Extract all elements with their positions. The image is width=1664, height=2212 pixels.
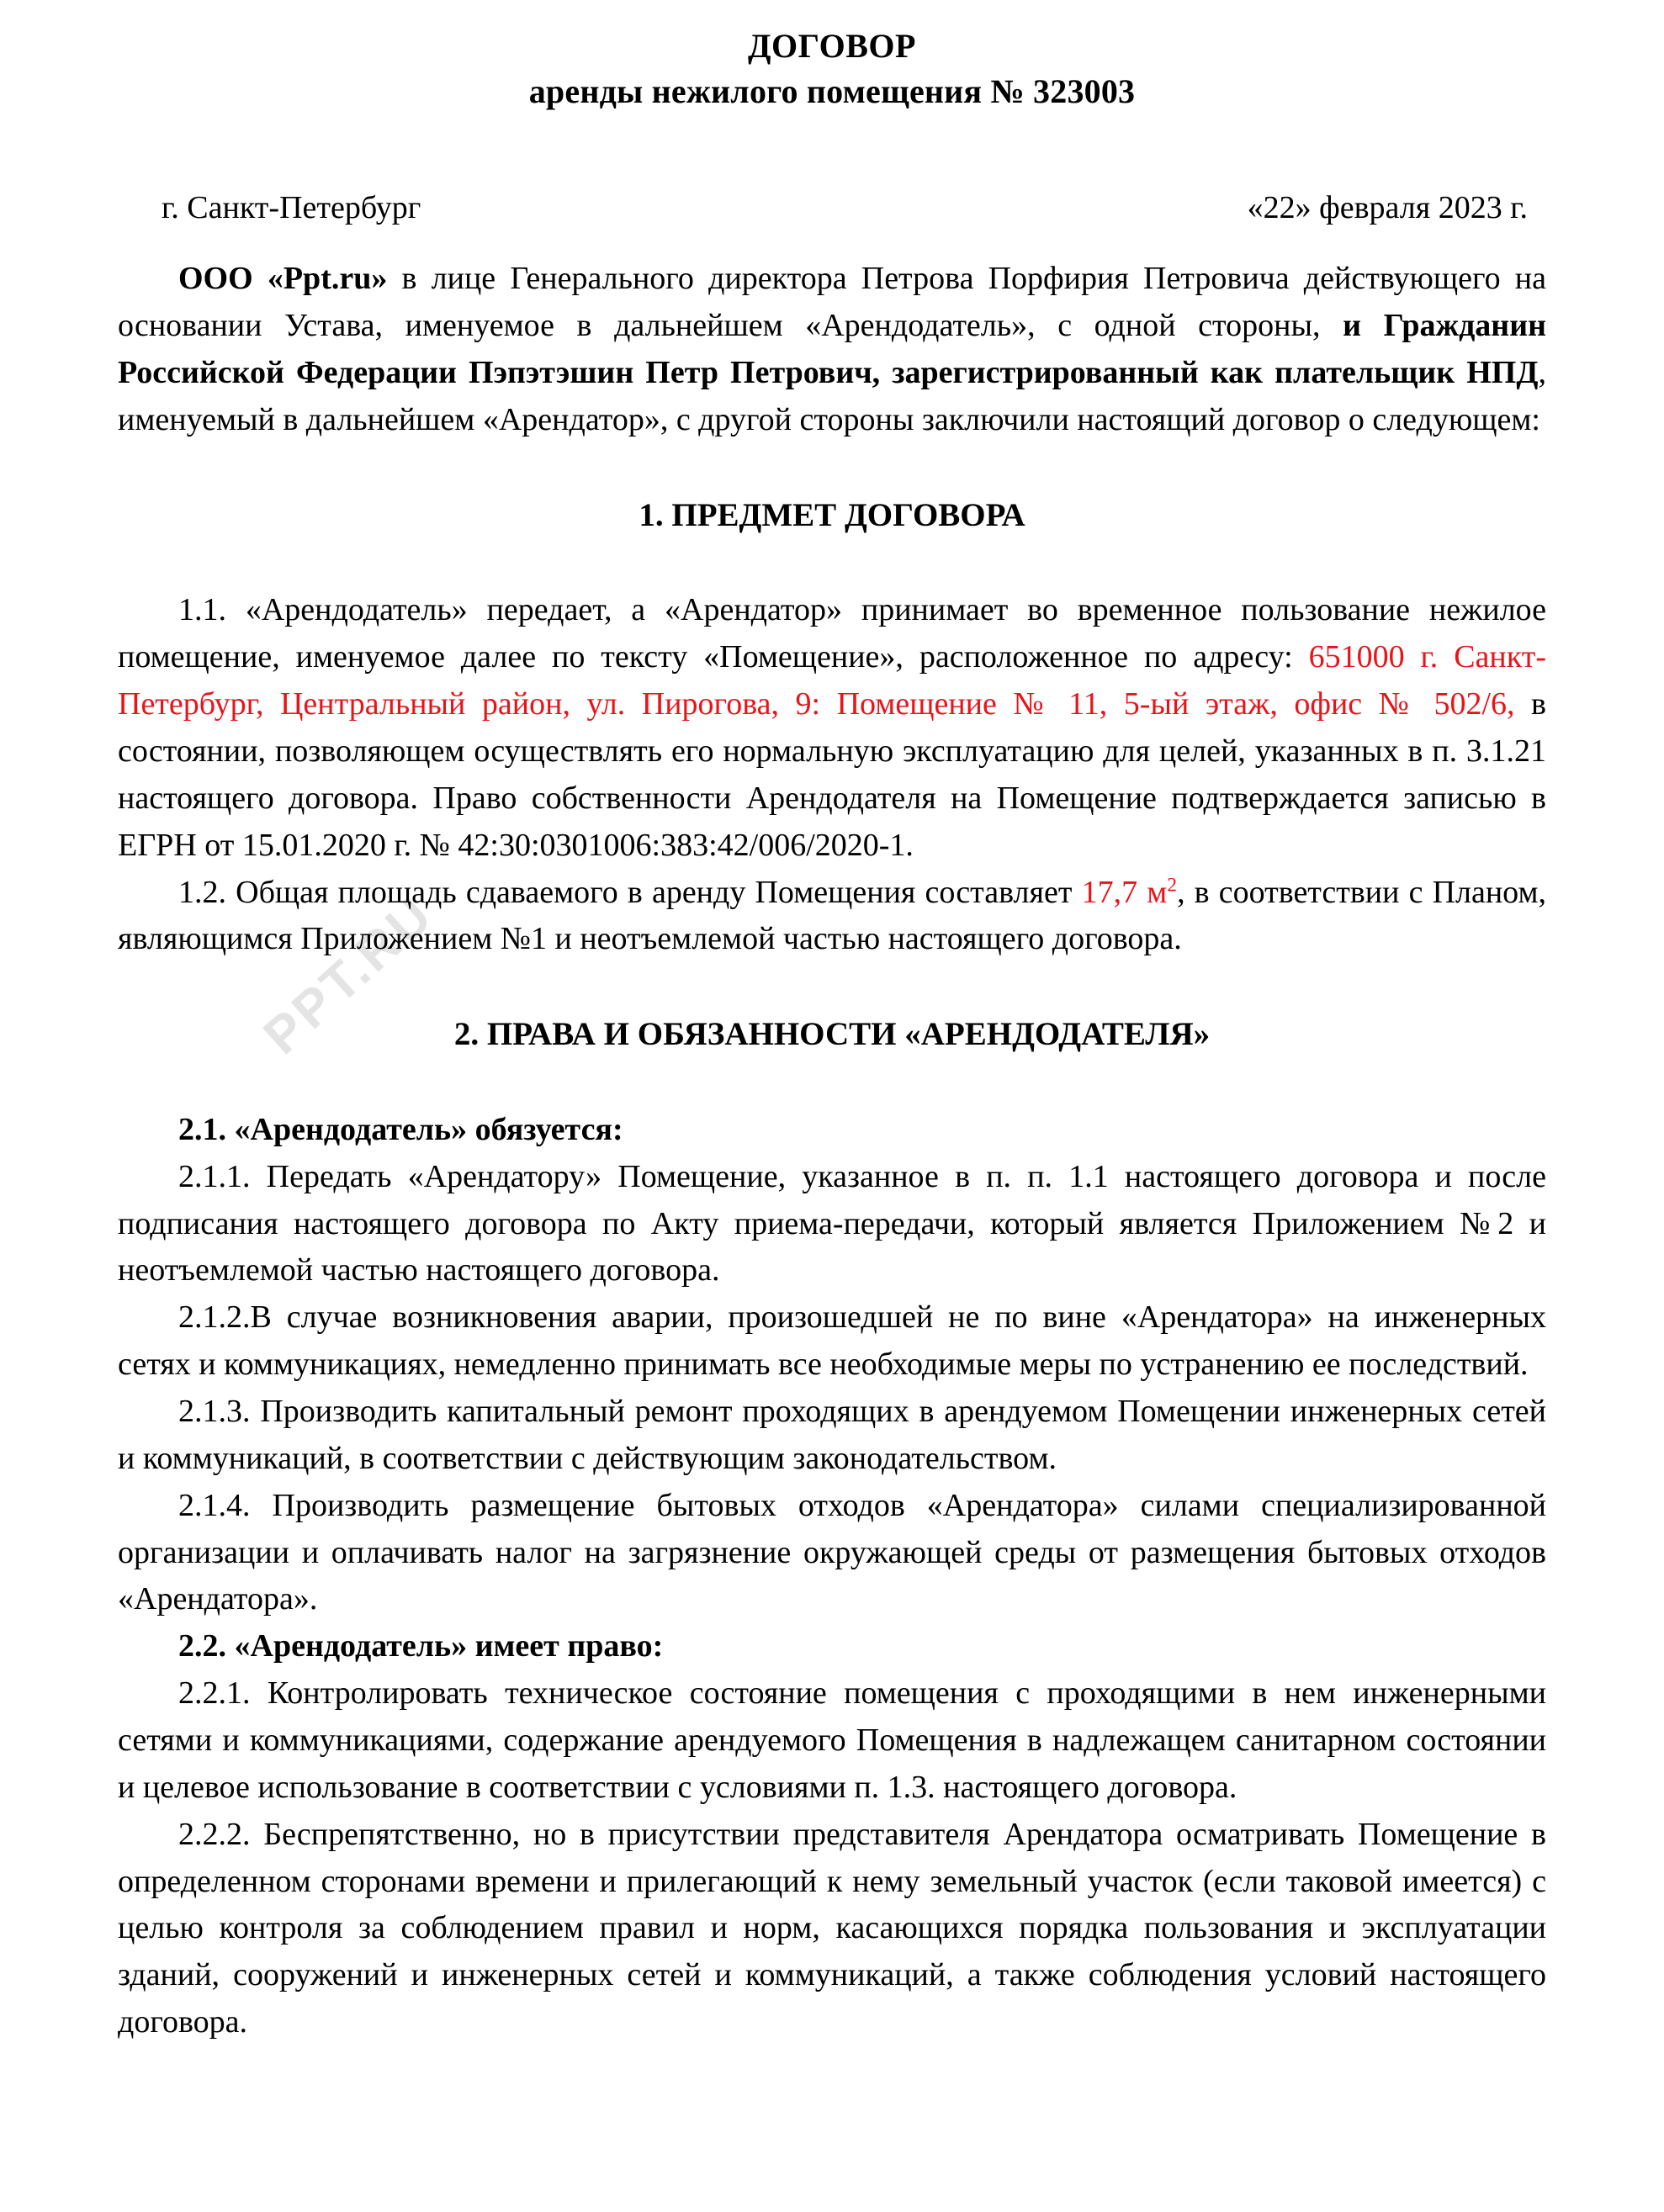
- section-heading-2: 2. ПРАВА И ОБЯЗАННОСТИ «АРЕНДОДАТЕЛЯ»: [453, 1016, 1211, 1053]
- document-content: [118, 24, 1546, 2046]
- clause-1-2-area: 17,7 м: [1081, 874, 1168, 910]
- clause-2-1-2: 2.1.2.В случае возникновения аварии, произошедшей не по вине «Арендатора» на инженерных сетях и коммуникациях, немедленно принимать все необходимые меры по устранению ее последствий.: [118, 1299, 1546, 1383]
- tenant-name: и Гражданин Российской Федерации Пэпэтэшин Петр Петрович, зарегистрированный как плательщик НПД: [118, 308, 1546, 391]
- section-heading-1: 1. ПРЕДМЕТ ДОГОВОРА: [639, 496, 1025, 533]
- clause-1-2-area-exponent: 2: [1167, 873, 1178, 896]
- watermark-ppt-ru: PPT.RU: [252, 885, 445, 1066]
- clause-1-1-text-before: 1.1. «Арендодатель» передает, а «Арендатор» принимает во временное пользование нежилое помещение, именуемое далее по тексту «Помещение», расположенное по адресу:: [118, 592, 1546, 675]
- spacer: [118, 114, 1546, 186]
- clause-2-1-4: 2.1.4. Производить размещение бытовых отходов «Арендатора» силами специализированной организации и оплачивать налог на загрязнение окружающей среды от размещения бытовых отходов «Арендатора».: [118, 1487, 1546, 1617]
- clause-2-2-1: 2.2.1. Контролировать техническое состояние помещения с проходящими в нем инженерными сетями и коммуникациями, содержание арендуемого Помещения в надлежащем санитарном состоянии и целевое использование в соответствии с условиями п. 1.3. настоящего договора.: [118, 1675, 1546, 1805]
- spacer: [118, 444, 1546, 493]
- clause-2-1-1: 2.1.1. Передать «Арендатору» Помещение, указанное в п. п. 1.1 настоящего договора и после подписания настоящего договора по Акту приема-передачи, который является Приложением №2 и неотъемлемой частью настоящего договора.: [118, 1158, 1546, 1289]
- document-title: [118, 24, 1546, 114]
- lessor-company-name: ООО «Ppt.ru»: [178, 261, 388, 297]
- clause-1-1-text-after: в состоянии, позволяющем осуществлять его нормальную эксплуатацию для целей, указанных в п. 3.1.21 настоящего договора. Право собственности Арендодателя на Помещение подтверждается записью в ЕГРН от 15.01.2020 г. № 42:30:0301006:383:42/006/2020-1.: [118, 686, 1546, 863]
- date-of-signing: «22» февраля 2023 г.: [1247, 190, 1528, 226]
- subheading-2-2: 2.2. «Арендодатель» имеет право:: [178, 1628, 664, 1664]
- preamble-part-2: , именуемый в дальнейшем «Арендатор», с другой стороны заключили настоящий договор о следующем:: [118, 355, 1546, 437]
- spacer: [118, 538, 1546, 587]
- spacer: [118, 963, 1546, 1012]
- preamble-paragraph: [118, 256, 1546, 443]
- subheading-2-1: 2.1. «Арендодатель» обязуется:: [178, 1111, 623, 1147]
- title-line-1: ДОГОВОР: [748, 27, 916, 65]
- clause-1-2-text-after: , в соответствии с Планом, являющимся Приложением №1 и неотъемлемой частью настоящего договора.: [118, 874, 1547, 957]
- place-of-signing: г. Санкт-Петербург: [162, 190, 421, 226]
- clause-1-1-address: 651000 г. Санкт-Петербург, Центральный район, ул. Пирогова, 9: Помещение № 11, 5-ый этаж, офис № 502/6,: [118, 639, 1546, 722]
- place-and-date-row: [118, 186, 1546, 230]
- clause-1-2-text-before: 1.2. Общая площадь сдаваемого в аренду Помещения составляет: [178, 874, 1082, 910]
- preamble-part-1: в лице Генерального директора Петрова Порфирия Петровича действующего на основании Устава, именуемое в дальнейшем «Арендодатель», с одной стороны,: [118, 261, 1546, 344]
- title-line-2: аренды нежилого помещения № 323003: [528, 71, 1136, 110]
- clause-1-2: [118, 870, 1546, 964]
- clause-2-2-2: 2.2.2. Беспрепятственно, но в присутствии представителя Арендатора осматривать Помещение в определенном сторонами времени и прилегающий к нему земельный участок (если таковой имеется) с целью контроля за соблюдением правил и норм, касающихся порядка пользования и эксплуатации зданий, сооружений и инженерных сетей и коммуникаций, а также соблюдения условий настоящего договора.: [118, 1816, 1546, 2040]
- spacer: [118, 230, 1546, 256]
- clause-2-1-3: 2.1.3. Производить капитальный ремонт проходящих в арендуемом Помещении инженерных сетей и коммуникаций, в соответствии с действующим законодательством.: [118, 1394, 1546, 1476]
- spacer: [118, 1058, 1546, 1107]
- clause-1-1: [118, 587, 1546, 869]
